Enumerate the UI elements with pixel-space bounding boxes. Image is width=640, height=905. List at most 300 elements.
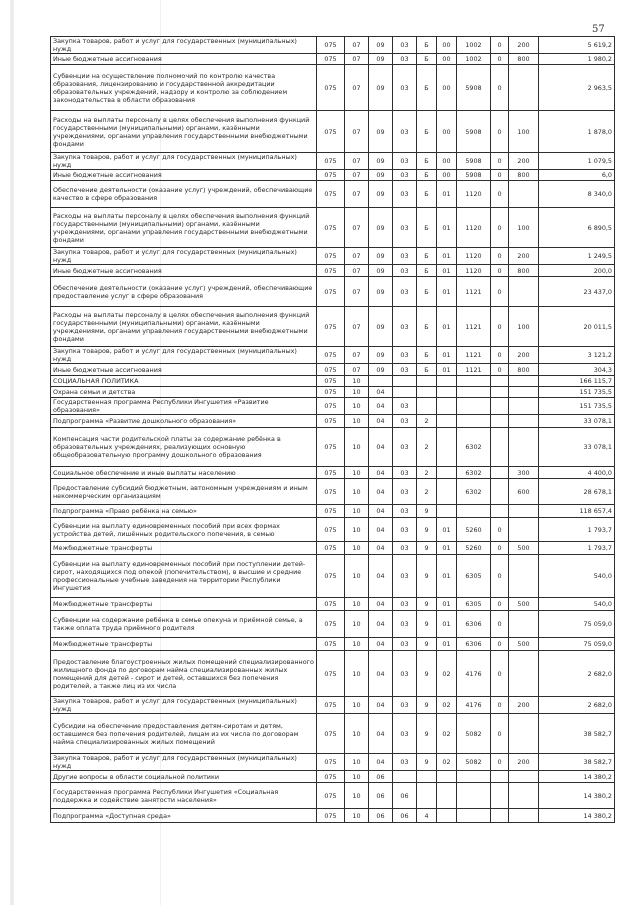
code-direction [457,771,491,783]
row-name: Расходы на выплаты персоналу в целях обеспечения выполнения функций государственными (муниципальными) органами, казёнными учреждениями, органами управления государственными внебюджетными фондами [51,111,317,153]
code-direction: 1002 [457,54,491,65]
code-event: 00 [437,54,457,65]
code-ved: 075 [317,611,345,638]
code-razdel: 07 [345,65,369,111]
code-podrazdel: 09 [369,153,393,170]
code-index: 0 [491,170,509,181]
code-podrazdel: 04 [369,542,393,555]
row-amount: 118 657,4 [539,505,615,518]
code-podrazdel: 09 [369,265,393,277]
row-amount: 75 059,0 [539,611,615,638]
code-direction: 5908 [457,170,491,181]
code-event: 01 [437,347,457,364]
code-razdel: 10 [345,651,369,697]
code-index: 0 [491,754,509,771]
code-program: 03 [393,153,417,170]
table-row [51,153,615,170]
table-row [51,415,615,428]
code-index [491,387,509,398]
row-amount: 38 582,7 [539,754,615,771]
code-ved: 075 [317,542,345,555]
row-name: Субсидии на обеспечение предоставления детям-сиротам и детям, оставшимся без попечения родителей, лицам из их числа по договорам найма специализированных жилых помещений [51,714,317,754]
code-event [437,428,457,467]
code-ved: 075 [317,754,345,771]
row-amount: 6,0 [539,170,615,181]
row-name: Подпрограмма «Развитие дошкольного образования» [51,415,317,428]
code-podrazdel: 04 [369,428,393,467]
code-direction: 5908 [457,111,491,153]
code-razdel: 07 [345,347,369,364]
code-razdel: 10 [345,598,369,611]
code-program: 03 [393,54,417,65]
code-event: 01 [437,638,457,651]
row-name: Социальное обеспечение и иные выплаты населению [51,467,317,479]
page-number: 57 [592,24,605,35]
code-razdel: 07 [345,181,369,208]
code-ved: 075 [317,771,345,783]
code-subprogram [417,387,437,398]
code-subprogram: 2 [417,428,437,467]
code-event: 00 [437,111,457,153]
code-index: 0 [491,598,509,611]
row-amount: 14 380,2 [539,809,615,823]
code-index: 0 [491,208,509,248]
code-expense-type: 200 [509,248,539,265]
code-razdel: 10 [345,479,369,505]
code-ved: 075 [317,428,345,467]
code-ved: 075 [317,398,345,415]
code-direction: 5260 [457,518,491,542]
code-event: 01 [437,277,457,307]
table-row [51,65,615,111]
code-razdel: 10 [345,555,369,598]
code-index: 0 [491,555,509,598]
code-program [393,771,417,783]
code-event [437,783,457,809]
code-podrazdel: 04 [369,555,393,598]
row-name: Предоставление благоустроенных жилых помещений специализированного жилищного фонда по договорам найма специализированных жилых помещений для детей - сирот и детей, оставшихся без попечения родителей, а также лиц из их числа [51,651,317,697]
code-podrazdel: 04 [369,754,393,771]
code-index: 0 [491,248,509,265]
code-direction: 6302 [457,428,491,467]
code-razdel: 07 [345,37,369,54]
code-podrazdel: 09 [369,208,393,248]
code-subprogram: Б [417,54,437,65]
table-row [51,376,615,387]
row-amount: 1 079,5 [539,153,615,170]
code-program: 03 [393,611,417,638]
table-row [51,37,615,54]
code-event: 01 [437,598,457,611]
code-subprogram [417,771,437,783]
code-subprogram: 9 [417,651,437,697]
code-subprogram: Б [417,65,437,111]
code-program: 03 [393,518,417,542]
code-razdel: 10 [345,638,369,651]
row-amount: 2 682,0 [539,697,615,714]
row-name: Подпрограмма «Право ребёнка на семью» [51,505,317,518]
code-ved: 075 [317,307,345,347]
table-row [51,505,615,518]
code-subprogram: 9 [417,754,437,771]
row-amount: 2 963,5 [539,65,615,111]
code-ved: 075 [317,479,345,505]
table-row [51,364,615,376]
table-row [51,771,615,783]
code-expense-type: 800 [509,364,539,376]
table-row [51,809,615,823]
code-expense-type [509,415,539,428]
code-direction [457,415,491,428]
row-amount: 14 380,2 [539,783,615,809]
code-ved: 075 [317,505,345,518]
code-expense-type: 200 [509,697,539,714]
code-direction: 1120 [457,248,491,265]
code-index: 0 [491,181,509,208]
code-ved: 075 [317,208,345,248]
code-index: 0 [491,307,509,347]
code-subprogram: 2 [417,467,437,479]
code-event [437,415,457,428]
row-name: Закупка товаров, работ и услуг для государственных (муниципальных) нужд [51,347,317,364]
code-expense-type [509,376,539,387]
code-program: 03 [393,347,417,364]
row-name: Межбюджетные трансферты [51,542,317,555]
row-name: Межбюджетные трансферты [51,638,317,651]
row-amount: 4 400,0 [539,467,615,479]
code-expense-type: 100 [509,307,539,347]
code-event: 00 [437,65,457,111]
row-name: СОЦИАЛЬНАЯ ПОЛИТИКА [51,376,317,387]
code-podrazdel: 04 [369,398,393,415]
code-podrazdel: 09 [369,364,393,376]
code-index [491,479,509,505]
code-ved: 075 [317,265,345,277]
code-direction: 4176 [457,697,491,714]
code-expense-type: 100 [509,208,539,248]
code-subprogram: 4 [417,809,437,823]
row-name: Другие вопросы в области социальной политики [51,771,317,783]
code-expense-type [509,518,539,542]
code-expense-type: 200 [509,37,539,54]
code-direction: 6305 [457,598,491,611]
code-ved: 075 [317,415,345,428]
code-program: 03 [393,555,417,598]
row-amount: 28 678,1 [539,479,615,505]
code-expense-type [509,809,539,823]
code-expense-type: 500 [509,638,539,651]
code-subprogram [417,376,437,387]
row-name: Иные бюджетные ассигнования [51,364,317,376]
code-razdel: 10 [345,697,369,714]
code-program: 03 [393,638,417,651]
code-expense-type [509,277,539,307]
code-program: 06 [393,809,417,823]
code-ved: 075 [317,111,345,153]
code-index: 0 [491,714,509,754]
code-direction: 6306 [457,638,491,651]
budget-table [50,36,615,823]
code-podrazdel: 04 [369,479,393,505]
code-direction [457,398,491,415]
row-name: Иные бюджетные ассигнования [51,265,317,277]
code-podrazdel [369,376,393,387]
code-subprogram: 9 [417,714,437,754]
code-event: 01 [437,542,457,555]
code-subprogram: Б [417,265,437,277]
code-razdel: 07 [345,307,369,347]
table-row [51,754,615,771]
row-name: Закупка товаров, работ и услуг для государственных (муниципальных) нужд [51,153,317,170]
code-event [437,505,457,518]
code-direction: 1121 [457,364,491,376]
code-event [437,479,457,505]
row-amount: 540,0 [539,598,615,611]
code-expense-type [509,428,539,467]
code-expense-type [509,771,539,783]
code-razdel: 10 [345,611,369,638]
code-subprogram: Б [417,181,437,208]
code-program: 03 [393,697,417,714]
table-row [51,783,615,809]
row-amount: 75 059,0 [539,638,615,651]
binding-edge [10,0,14,905]
code-program: 03 [393,65,417,111]
code-ved: 075 [317,170,345,181]
code-event: 01 [437,555,457,598]
code-expense-type [509,65,539,111]
code-program: 03 [393,307,417,347]
code-expense-type: 100 [509,111,539,153]
code-index: 0 [491,697,509,714]
code-index [491,467,509,479]
row-amount: 33 078,1 [539,428,615,467]
code-event: 01 [437,364,457,376]
code-direction: 1120 [457,265,491,277]
row-amount: 20 011,5 [539,307,615,347]
code-program: 03 [393,248,417,265]
code-program: 03 [393,265,417,277]
code-razdel: 07 [345,111,369,153]
code-subprogram: Б [417,153,437,170]
code-razdel: 10 [345,783,369,809]
code-podrazdel: 06 [369,783,393,809]
row-amount: 2 682,0 [539,651,615,697]
row-name: Иные бюджетные ассигнования [51,170,317,181]
table-row [51,387,615,398]
row-amount: 1 980,2 [539,54,615,65]
row-name: Обеспечение деятельности (оказание услуг) учреждений, обеспечивающие предоставление услуг в сфере образования [51,277,317,307]
table-row [51,479,615,505]
code-razdel: 10 [345,387,369,398]
code-podrazdel: 09 [369,37,393,54]
code-direction [457,387,491,398]
code-program: 03 [393,398,417,415]
code-ved: 075 [317,555,345,598]
code-event: 01 [437,611,457,638]
code-razdel: 10 [345,376,369,387]
row-name: Предоставление субсидий бюджетным, автономным учреждениям и иным некоммерческим организациям [51,479,317,505]
row-amount: 166 115,7 [539,376,615,387]
code-podrazdel: 09 [369,307,393,347]
code-razdel: 07 [345,54,369,65]
table-row [51,398,615,415]
row-name: Расходы на выплаты персоналу в целях обеспечения выполнения функций государственными (муниципальными) органами, казёнными учреждениями, органами управления государственными внебюджетными фондами [51,208,317,248]
code-podrazdel: 04 [369,505,393,518]
code-subprogram: Б [417,37,437,54]
table-row [51,542,615,555]
row-name: Охрана семьи и детства [51,387,317,398]
code-index: 0 [491,651,509,697]
code-program: 03 [393,181,417,208]
code-podrazdel: 09 [369,277,393,307]
code-podrazdel: 06 [369,771,393,783]
code-index: 0 [491,37,509,54]
code-direction: 5908 [457,153,491,170]
code-program: 03 [393,598,417,611]
code-ved: 075 [317,153,345,170]
code-index: 0 [491,153,509,170]
code-direction: 6302 [457,479,491,505]
code-index: 0 [491,347,509,364]
row-name: Закупка товаров, работ и услуг для государственных (муниципальных) нужд [51,37,317,54]
table-row [51,651,615,697]
code-razdel: 10 [345,542,369,555]
code-ved: 075 [317,638,345,651]
code-expense-type: 800 [509,265,539,277]
code-podrazdel: 09 [369,181,393,208]
code-program: 03 [393,479,417,505]
code-podrazdel: 04 [369,415,393,428]
code-subprogram: 9 [417,598,437,611]
code-direction: 1120 [457,208,491,248]
code-direction: 5260 [457,542,491,555]
row-amount: 151 735,5 [539,398,615,415]
table-row [51,598,615,611]
code-expense-type [509,714,539,754]
row-name: Закупка товаров, работ и услуг для государственных (муниципальных) нужд [51,754,317,771]
code-podrazdel: 04 [369,714,393,754]
code-program: 03 [393,111,417,153]
code-event: 00 [437,153,457,170]
code-podrazdel: 09 [369,170,393,181]
code-event [437,387,457,398]
code-subprogram: 9 [417,505,437,518]
row-name: Субвенции на выплату единовременных пособий при поступлении детей-сирот, находящихся под опекой (попечительством), в высшие и средние профессиональные учебные заведения на территории Республики Ингушетия [51,555,317,598]
code-razdel: 10 [345,771,369,783]
code-subprogram [417,783,437,809]
code-razdel: 10 [345,518,369,542]
code-razdel: 10 [345,714,369,754]
code-subprogram: Б [417,307,437,347]
code-expense-type: 500 [509,542,539,555]
table-row [51,111,615,153]
code-index [491,809,509,823]
code-subprogram: 9 [417,518,437,542]
code-program: 03 [393,37,417,54]
code-ved: 075 [317,248,345,265]
code-event: 02 [437,754,457,771]
code-podrazdel: 09 [369,111,393,153]
row-amount: 33 078,1 [539,415,615,428]
code-expense-type [509,505,539,518]
row-amount: 304,3 [539,364,615,376]
code-direction: 5908 [457,65,491,111]
table-row [51,277,615,307]
code-program: 03 [393,467,417,479]
code-direction: 5082 [457,714,491,754]
code-program: 06 [393,783,417,809]
code-direction [457,376,491,387]
row-amount: 1 249,5 [539,248,615,265]
row-name: Субвенции на выплату единовременных пособий при всех формах устройства детей, лишённых родительского попечения, в семью [51,518,317,542]
row-name: Субвенции на содержание ребёнка в семье опекуна и приёмной семье, а также оплата труда приёмного родителя [51,611,317,638]
code-direction [457,505,491,518]
table-row [51,307,615,347]
code-razdel: 10 [345,505,369,518]
code-podrazdel: 04 [369,651,393,697]
code-subprogram: Б [417,277,437,307]
code-index [491,428,509,467]
code-ved: 075 [317,364,345,376]
code-direction: 5082 [457,754,491,771]
code-podrazdel: 09 [369,54,393,65]
code-razdel: 10 [345,754,369,771]
code-expense-type: 800 [509,54,539,65]
code-program [393,387,417,398]
code-expense-type [509,387,539,398]
code-index [491,415,509,428]
row-name: Государственная программа Республики Ингушетия «Социальная поддержка и содействие занятости населения» [51,783,317,809]
code-subprogram: 2 [417,479,437,505]
code-ved: 075 [317,65,345,111]
row-name: Межбюджетные трансферты [51,598,317,611]
row-amount: 38 582,7 [539,714,615,754]
code-expense-type: 600 [509,479,539,505]
row-name: Государственная программа Республики Ингушетия «Развитие образования» [51,398,317,415]
code-ved: 075 [317,697,345,714]
code-index [491,771,509,783]
row-amount: 1 878,0 [539,111,615,153]
code-ved: 075 [317,598,345,611]
code-ved: 075 [317,277,345,307]
row-name: Компенсация части родительской платы за содержание ребёнка в образовательных учреждениях, реализующих основную общеобразовательную программу дошкольного образования [51,428,317,467]
code-ved: 075 [317,467,345,479]
code-program: 03 [393,651,417,697]
code-direction: 6305 [457,555,491,598]
code-expense-type [509,783,539,809]
table-row [51,638,615,651]
code-program: 03 [393,277,417,307]
table-row [51,467,615,479]
code-podrazdel: 09 [369,248,393,265]
table-row [51,518,615,542]
code-subprogram [417,398,437,415]
code-razdel: 07 [345,208,369,248]
code-direction: 1002 [457,37,491,54]
code-ved: 075 [317,809,345,823]
code-ved: 075 [317,387,345,398]
code-subprogram: Б [417,208,437,248]
code-podrazdel: 06 [369,809,393,823]
code-event: 01 [437,265,457,277]
code-event: 01 [437,307,457,347]
code-index: 0 [491,542,509,555]
code-index: 0 [491,111,509,153]
row-amount: 14 380,2 [539,771,615,783]
code-razdel: 10 [345,467,369,479]
code-event: 01 [437,208,457,248]
